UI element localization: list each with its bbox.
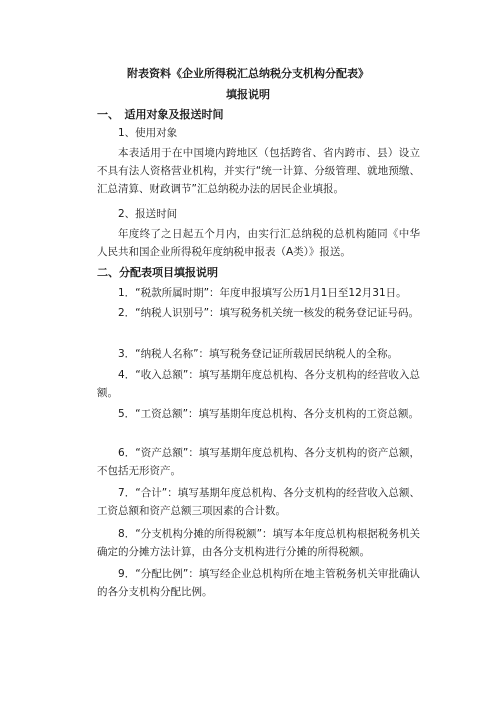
list-item: 5．“工资总额”：填写基期年度总机构、各分支机构的工资总额。 — [118, 408, 420, 420]
submission-time-label: 2、报送时间 — [118, 208, 178, 220]
section-heading-2: 二、分配表项目填报说明 — [97, 266, 218, 279]
submission-time-paragraph: 年度终了之日起五个月内，由实行汇总纳税的总机构随同《中华人民共和国企业所得税年度纳税申报表（A类）》报送。 — [97, 228, 420, 258]
list-item: 2．“纳税人识别号”：填写税务机关统一核发的税务登记证号码。 — [118, 307, 420, 319]
list-item: 9．“分配比例”：填写经企业总机构所在地主管税务机关审批确认的各分支机构分配比例。 — [97, 568, 420, 598]
document-title: 附表资料《企业所得税汇总纳税分支机构分配表》 — [127, 67, 369, 80]
list-item: 1．“税款所属时期”：年度申报填写公历1月1日至12月31日。 — [118, 287, 407, 299]
usage-target-label: 1、使用对象 — [118, 127, 178, 139]
list-item: 3．“纳税人名称”：填写税务登记证所载居民纳税人的全称。 — [118, 348, 399, 360]
list-item: 8．“分支机构分摊的所得税额”：填写本年度总机构根据税务机关确定的分摊方法计算，由各分支机构进行分摊的所得税额。 — [97, 528, 420, 558]
usage-target-paragraph: 本表适用于在中国境内跨地区（包括跨省、省内跨市、县）设立不具有法人资格营业机构，并实行“统一计算、分级管理、就地预缴、汇总清算、财政调节”汇总纳税办法的居民企业填报。 — [97, 147, 420, 195]
section-heading-1: 一、 适用对象及报送时间 — [97, 108, 224, 121]
list-item: 6．“资产总额”：填写基期年度总机构、各分支机构的资产总额，不包括无形资产。 — [97, 447, 420, 477]
document-subtitle: 填报说明 — [226, 88, 270, 101]
list-item: 4．“收入总额”：填写基期年度总机构、各分支机构的经营收入总额。 — [97, 369, 420, 399]
list-item: 7．“合计”：填写基期年度总机构、各分支机构的经营收入总额、工资总额和资产总额三项因素的合计数。 — [97, 487, 420, 517]
